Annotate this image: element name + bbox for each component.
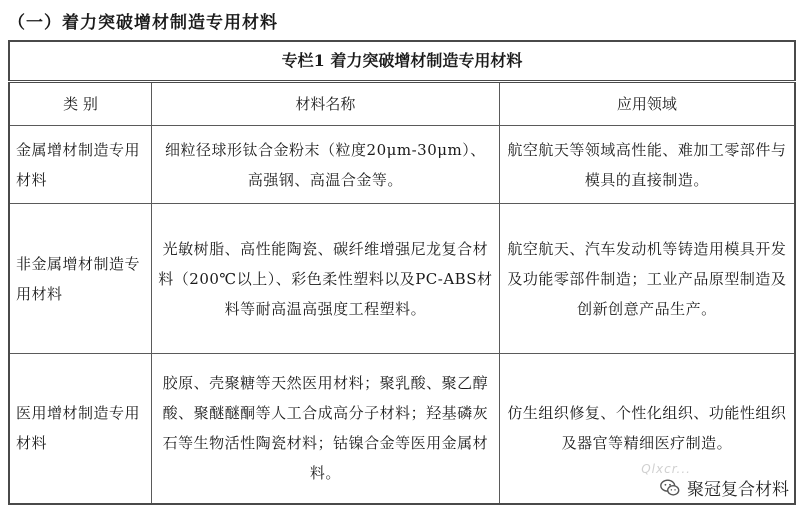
wechat-icon — [659, 477, 681, 499]
applications-cell: 航空航天、汽车发动机等铸造用模具开发及功能零部件制造；工业产品原型制造及创新创意产品生产。 — [499, 204, 795, 354]
category-cell: 医用增材制造专用材料 — [9, 354, 152, 504]
materials-cell: 细粒径球形钛合金粉末（粒度20μm-30μm）、高强钢、高温合金等。 — [152, 126, 500, 204]
watermark-faint-text: Qlxcr... — [641, 462, 691, 476]
table-row — [9, 204, 795, 354]
category-cell: 金属增材制造专用材料 — [9, 126, 152, 204]
watermark-label: 聚冠复合材料 — [687, 480, 789, 500]
applications-cell: 仿生组织修复、个性化组织、功能性组织及器官等精细医疗制造。 — [499, 354, 795, 504]
header-category: 类 别 — [9, 82, 152, 126]
table-caption: 专栏1 着力突破增材制造专用材料 — [9, 41, 795, 82]
table-header-row — [9, 82, 795, 126]
header-applications: 应用领域 — [499, 82, 795, 126]
spec-table — [8, 40, 796, 505]
category-cell: 非金属增材制造专用材料 — [9, 204, 152, 354]
applications-cell: 航空航天等领域高性能、难加工零部件与模具的直接制造。 — [499, 126, 795, 204]
header-materials: 材料名称 — [152, 82, 500, 126]
materials-cell: 光敏树脂、高性能陶瓷、碳纤维增强尼龙复合材料（200℃以上）、彩色柔性塑料以及PC-ABS材料等耐高温高强度工程塑料。 — [152, 204, 500, 354]
table-caption-row — [9, 41, 795, 82]
section-heading: （一）着力突破增材制造专用材料 — [8, 13, 278, 33]
materials-cell: 胶原、壳聚糖等天然医用材料；聚乳酸、聚乙醇酸、聚醚醚酮等人工合成高分子材料；羟基磷灰石等生物活性陶瓷材料；钴镍合金等医用金属材料。 — [152, 354, 500, 504]
watermark — [659, 475, 789, 500]
table-row — [9, 126, 795, 204]
